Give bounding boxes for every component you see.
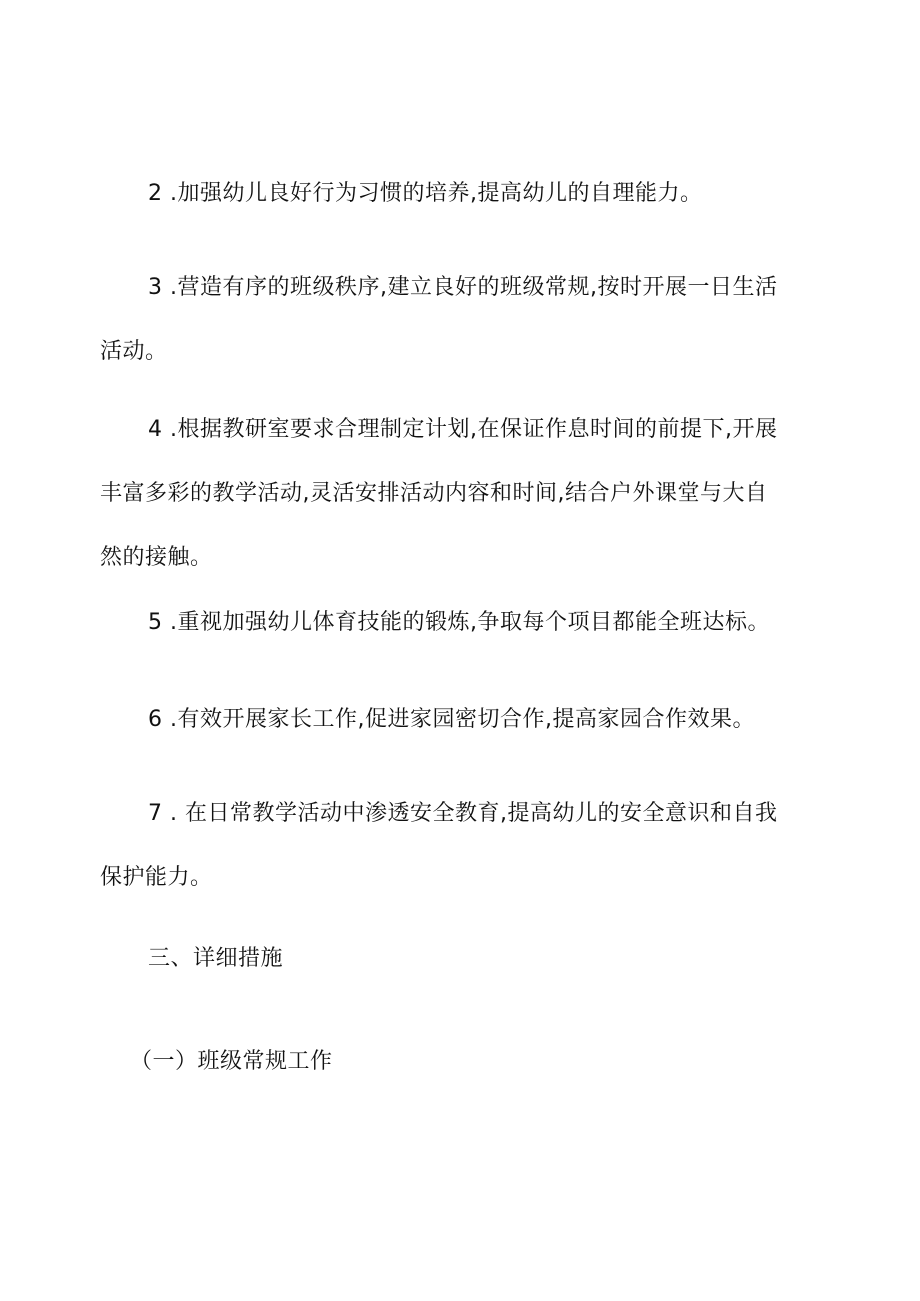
section-heading (100, 927, 820, 991)
paragraph-line: 2 .加强幼儿良好行为习惯的培养,提高幼儿的自理能力。 (148, 181, 703, 206)
paragraph-line: 活动。 (100, 339, 168, 364)
paragraph-line: 3 .营造有序的班级秩序,建立良好的班级常规,按时开展一日生活 (148, 275, 778, 300)
subsection-heading-text: （一）班级常规工作 (130, 1049, 333, 1074)
list-item-6 (100, 688, 820, 752)
paragraph-line: 4 .根据教研室要求合理制定计划,在保证作息时间的前提下,开展 (148, 417, 778, 442)
section-heading-text: 三、详细措施 (148, 946, 284, 971)
paragraph-line: 7 . 在日常教学活动中渗透安全教育,提高幼儿的安全意识和自我 (148, 801, 778, 826)
list-item-3 (100, 256, 820, 384)
list-item-7 (100, 782, 820, 910)
paragraph-line: 丰富多彩的教学活动,灵活安排活动内容和时间,结合户外课堂与大自 (100, 481, 768, 506)
list-item-2 (100, 162, 820, 226)
list-item-4 (100, 398, 820, 590)
subsection-heading (100, 1030, 820, 1094)
paragraph-line: 保护能力。 (100, 865, 213, 890)
list-item-5 (100, 591, 820, 655)
paragraph-line: 然的接触。 (100, 545, 213, 570)
paragraph-line: 6 .有效开展家长工作,促进家园密切合作,提高家园合作效果。 (148, 707, 755, 732)
paragraph-line: 5 .重视加强幼儿体育技能的锻炼,争取每个项目都能全班达标。 (148, 610, 770, 635)
